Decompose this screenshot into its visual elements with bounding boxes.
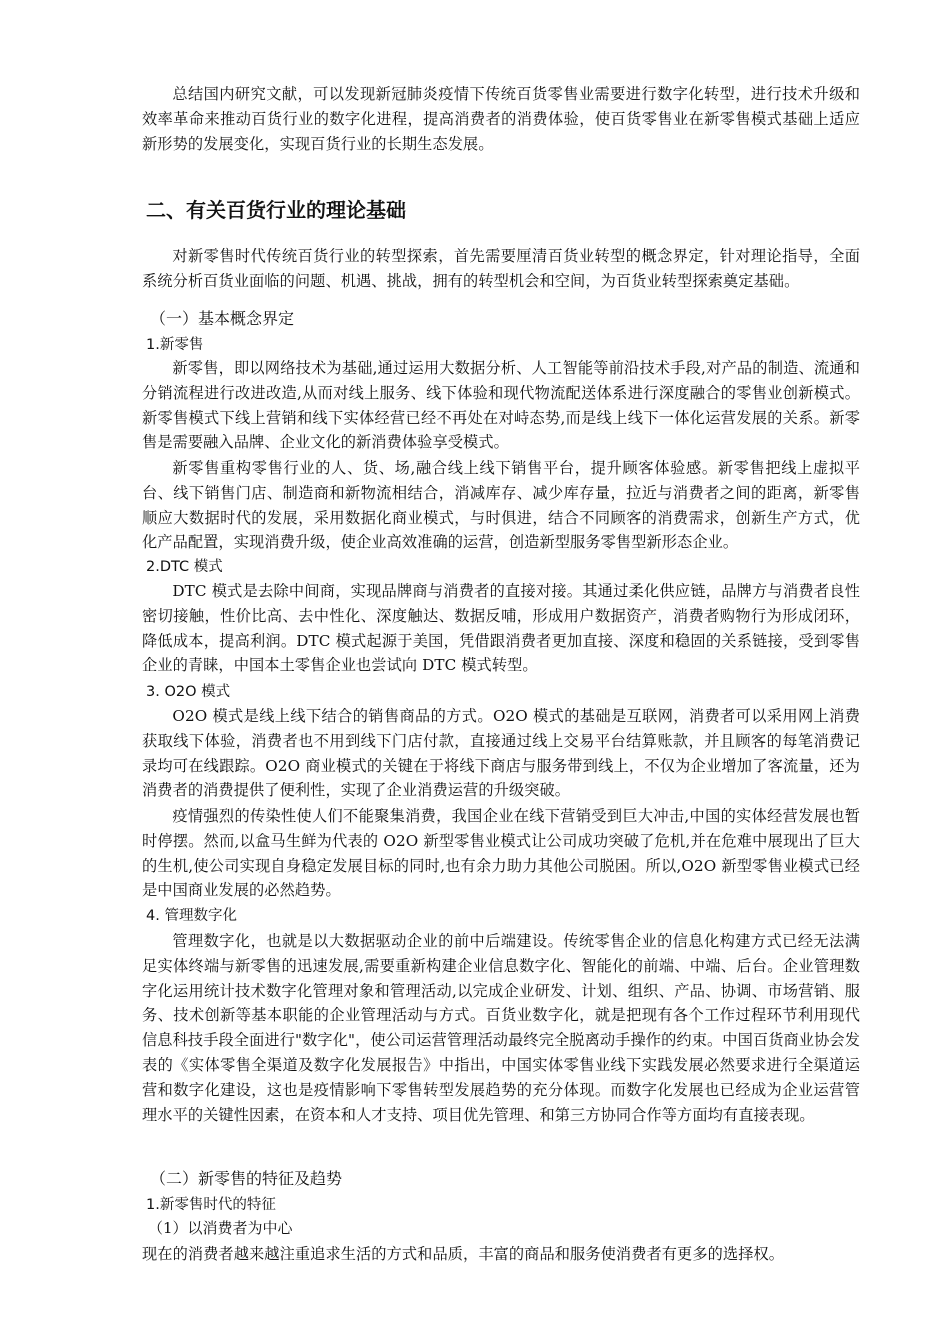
paragraph-new-retail-restructure: 新零售重构零售行业的人、货、场,融合线上线下销售平台，提升顾客体验感。新零售把线上虚拟平台、线下销售门店、制造商和新物流相结合，消减库存、减少库存量，拉近与消费者之间的距离，新零售顺应大数据时代的发展，采用数据化商业模式，与时俱进，结合不同顾客的消费需求，创新生产方式，优化产品配置，实现消费升级，使企业高效准确的运营，创造新型服务零售型新形态企业。 xyxy=(142,459,860,552)
paragraph-o2o-definition: O2O 模式是线上线下结合的销售商品的方式。O2O 模式的基础是互联网，消费者可以采用网上消费获取线下体验，消费者也不用到线下门店付款，直接通过线上交易平台结算账款，并且顾客的每笔消费记录均可在线跟踪。O2O 商业模式的关键在于将线下商店与服务带到线上，不仅为企业增加了客流量，还为消费者的消费提供了便利性，实现了企业消费运营的升级突破。 xyxy=(142,707,860,800)
item-heading-o2o: 3. O2O 模式 xyxy=(146,684,231,700)
paragraph-dtc: DTC 模式是去除中间商，实现品牌商与消费者的直接对接。其通过柔化供应链，品牌方与消费者良性密切接触，性价比高、去中性化、深度触达、数据反哺，形成用户数据资产，消费者购物行为形成闭环，降低成本，提高利润。DTC 模式起源于美国，凭借跟消费者更加直接、深度和稳固的关系链接，受到零售企业的青睐，中国本土零售企业也尝试向 DTC 模式转型。 xyxy=(142,582,860,675)
paragraph-summary: 总结国内研究文献，可以发现新冠肺炎疫情下传统百货零售业需要进行数字化转型，进行技术升级和效率革命来推动百货行业的数字化进程，提高消费者的消费体验，使百货零售业在新零售模式基础上适应新形势的发展变化，实现百货行业的长期生态发展。 xyxy=(142,85,860,153)
paragraph-consumer-center: 现在的消费者越来越注重追求生活的方式和品质，丰富的商品和服务使消费者有更多的选择权。 xyxy=(142,1245,785,1263)
subsection-heading-basic-concepts: （一）基本概念界定 xyxy=(150,309,295,328)
paragraph-new-retail-definition: 新零售，即以网络技术为基础,通过运用大数据分析、人工智能等前沿技术手段,对产品的制造、流通和分销流程进行改进改造,从而对线上服务、线下体验和现代物流配送体系进行深度融合的零售业创新模式。新零售模式下线上营销和线下实体经营已经不再处在对峙态势,而是线上线下一体化运营发展的关系。新零售是需要融入品牌、企业文化的新消费体验享受模式。 xyxy=(142,359,860,452)
subitem-heading-consumer-center: （1）以消费者为中心 xyxy=(148,1219,293,1237)
paragraph-o2o-pandemic: 疫情强烈的传染性使人们不能聚集消费，我国企业在线下营销受到巨大冲击,中国的实体经营发展也暂时停摆。然而,以盒马生鲜为代表的 O2O 新型零售业模式让公司成功突破了危机,并在危难中展现出了巨大的生机,使公司实现自身稳定发展目标的同时,也有余力助力其他公司脱困。所以,O2O 新型零售业模式已经是中国商业发展的必然趋势。 xyxy=(142,807,860,900)
paragraph-section-intro: 对新零售时代传统百货行业的转型探索，首先需要厘清百货业转型的概念界定，针对理论指导，全面系统分析百货业面临的问题、机遇、挑战，拥有的转型机会和空间，为百货业转型探索奠定基础。 xyxy=(142,247,860,290)
item-heading-dtc: 2.DTC 模式 xyxy=(146,559,223,575)
subsection-heading-features-trends: （二）新零售的特征及趋势 xyxy=(150,1169,343,1188)
section-heading-theory: 二、有关百货行业的理论基础 xyxy=(146,198,406,222)
item-heading-new-retail: 1.新零售 xyxy=(146,337,204,353)
paragraph-digital-management: 管理数字化，也就是以大数据驱动企业的前中后端建设。传统零售企业的信息化构建方式已经无法满足实体终端与新零售的迅速发展,需要重新构建企业信息数字化、智能化的前端、中端、后台。企业管理数字化运用统计技术数字化管理对象和管理活动,以完成企业研发、计划、组织、产品、协调、市场营销、服务、技术创新等基本职能的企业管理活动与方式。百货业数字化，就是把现有各个工作过程环节利用现代信息科技手段全面进行"数字化"，使公司运营管理活动最终完全脱离动手操作的约束。中国百货商业协会发表的《实体零售全渠道及数字化发展报告》中指出，中国实体零售业线下实践发展必然要求进行全渠道运营和数字化建设，这也是疫情影响下零售转型发展趋势的充分体现。而数字化发展也已经成为企业运营管理水平的关键性因素，在资本和人才支持、项目优先管理、和第三方协同合作等方面均有直接表现。 xyxy=(142,932,860,1124)
item-heading-digital-management: 4. 管理数字化 xyxy=(146,908,237,924)
item-heading-era-features: 1.新零售时代的特征 xyxy=(146,1197,276,1213)
